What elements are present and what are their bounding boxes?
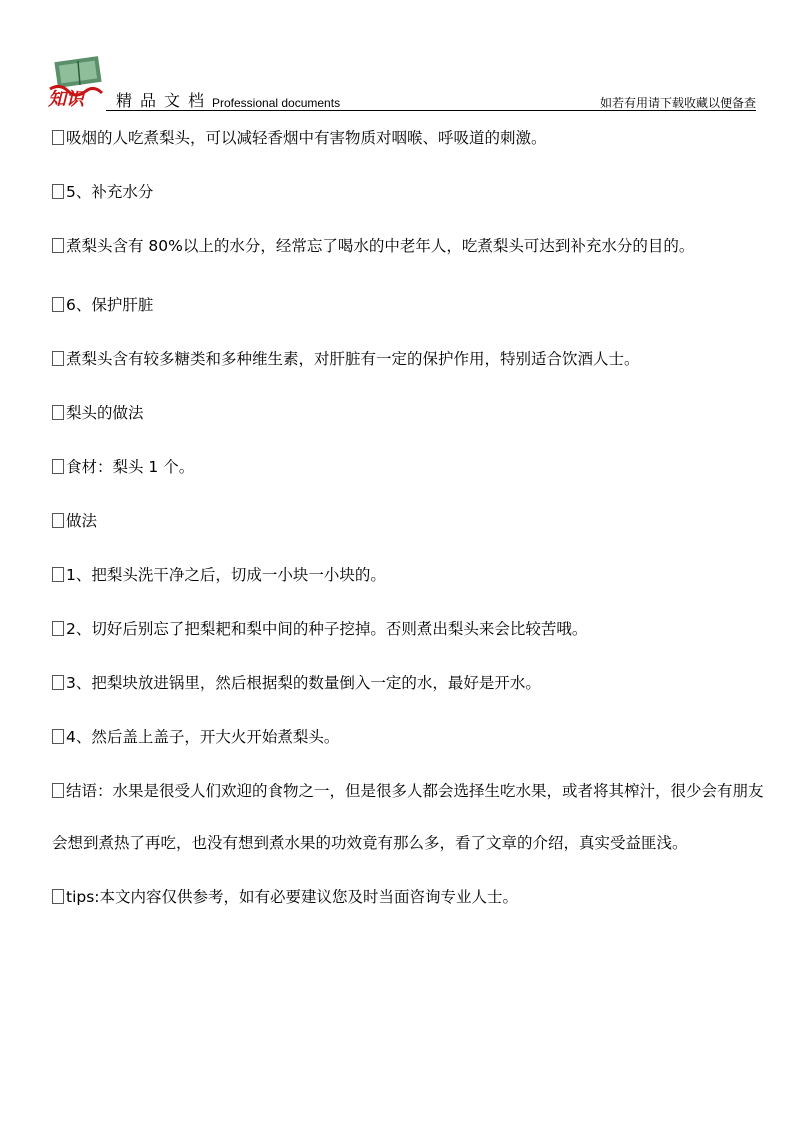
logo-lettering: 知识	[48, 89, 84, 107]
paragraph-3: 煮梨头含有 80%以上的水分，经常忘了喝水的中老年人，吃煮梨头可达到补充水分的目的。	[52, 219, 764, 273]
bullet-box-icon	[52, 405, 64, 420]
header-subtitle: Professional documents	[212, 96, 341, 110]
paragraph-2: 5、补充水分	[52, 180, 764, 204]
paragraph-5: 煮梨头含有较多糖类和多种维生素，对肝脏有一定的保护作用，特别适合饮酒人士。	[52, 347, 764, 371]
bullet-box-icon	[52, 130, 64, 145]
header-divider	[106, 110, 756, 111]
paragraph-8: 做法	[52, 509, 764, 533]
bullet-box-icon	[52, 351, 64, 366]
paragraph-12: 4、然后盖上盖子，开大火开始煮梨头。	[52, 725, 764, 749]
paragraph-6: 梨头的做法	[52, 401, 764, 425]
paragraph-11: 3、把梨块放进锅里，然后根据梨的数量倒入一定的水，最好是开水。	[52, 671, 764, 695]
header-download-note: 如若有用请下载收藏以便备查	[599, 96, 756, 110]
paragraph-7: 食材：梨头 1 个。	[52, 455, 764, 479]
bullet-box-icon	[52, 297, 64, 312]
bullet-box-icon	[52, 567, 64, 582]
paragraph-13: 结语：水果是很受人们欢迎的食物之一，但是很多人都会选择生吃水果，或者将其榨汁，很少会有朋友会想到煮热了再吃，也没有想到煮水果的功效竟有那么多，看了文章的介绍，真实受益匪浅。	[52, 782, 764, 852]
bullet-box-icon	[52, 675, 64, 690]
bullet-box-icon	[52, 783, 64, 798]
bullet-box-icon	[52, 621, 64, 636]
paragraph-4: 6、保护肝脏	[52, 293, 764, 317]
bullet-box-icon	[52, 459, 64, 474]
book-logo-icon	[46, 55, 106, 107]
bullet-box-icon	[52, 513, 64, 528]
paragraph-10: 2、切好后别忘了把梨耙和梨中间的种子挖掉。否则煮出梨头来会比较苦哦。	[52, 617, 764, 641]
paragraph-9: 1、把梨头洗干净之后，切成一小块一小块的。	[52, 563, 764, 587]
paragraph-1: 吸烟的人吃煮梨头，可以减轻香烟中有害物质对咽喉、呼吸道的刺激。	[52, 126, 764, 150]
bullet-box-icon	[52, 729, 64, 744]
bullet-box-icon	[52, 889, 64, 904]
header-title: 精品文档	[116, 91, 213, 110]
paragraph-14: tips:本文内容仅供参考，如有必要建议您及时当面咨询专业人士。	[52, 885, 764, 909]
bullet-box-icon	[52, 238, 64, 253]
document-body	[52, 126, 764, 909]
bullet-box-icon	[52, 184, 64, 199]
page-header	[0, 0, 794, 112]
